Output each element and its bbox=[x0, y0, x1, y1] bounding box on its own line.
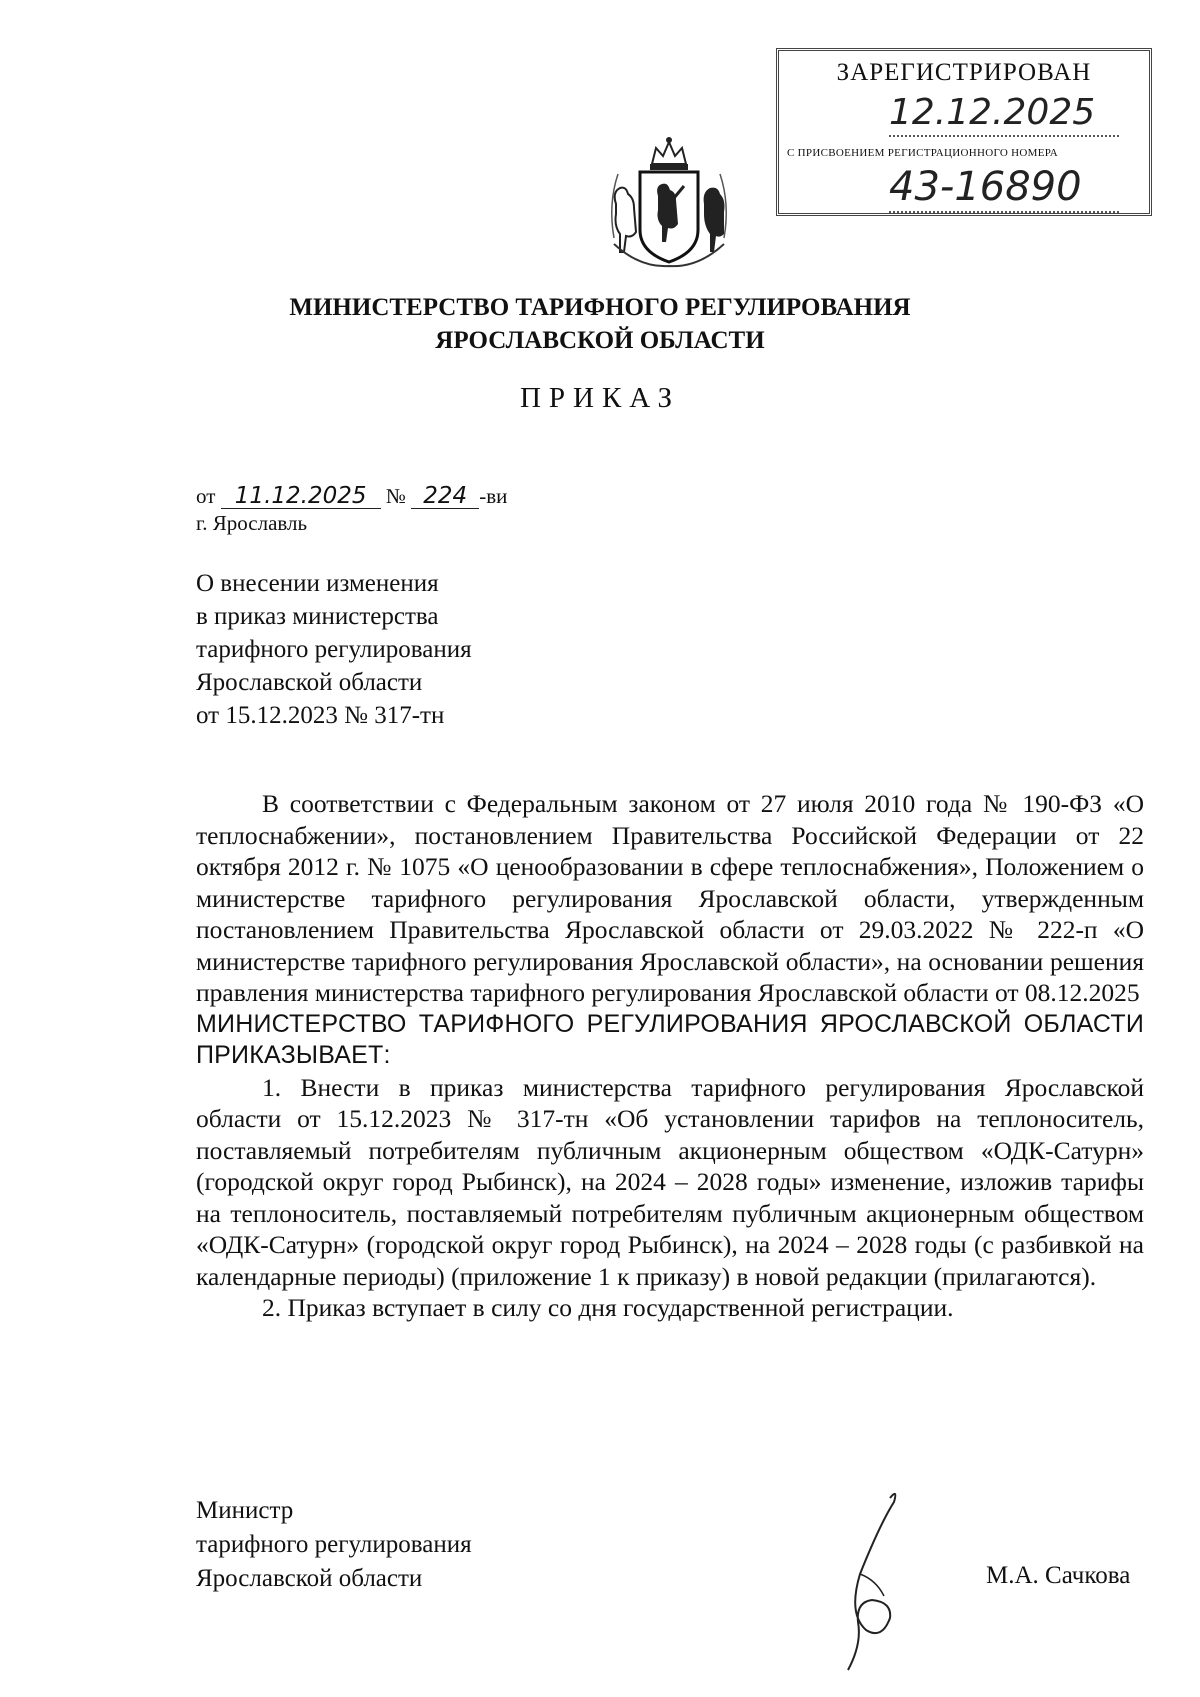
item-2-paragraph: 2. Приказ вступает в силу со дня государственной регистрации. bbox=[262, 1293, 954, 1322]
signer-position bbox=[196, 1494, 472, 1596]
ministry-name-line2: ЯРОСЛАВСКОЙ ОБЛАСТИ bbox=[435, 327, 765, 354]
handwritten-signature bbox=[820, 1484, 930, 1674]
number-label: № bbox=[385, 484, 406, 508]
subject-line: тарифного регулирования bbox=[196, 636, 472, 663]
stamp-date: 12.12.2025 bbox=[889, 91, 1119, 137]
ministry-name-line1: МИНИСТЕРСТВО ТАРИФНОГО РЕГУЛИРОВАНИЯ bbox=[289, 294, 911, 321]
document-subject bbox=[196, 567, 472, 732]
signer-position-line1: Министр bbox=[196, 1497, 294, 1524]
registration-stamp bbox=[776, 48, 1152, 216]
from-label: от bbox=[196, 484, 216, 508]
stamp-registration-number: 43-16890 bbox=[889, 163, 1119, 213]
subject-line: от 15.12.2023 № 317-тн bbox=[196, 702, 445, 729]
order-date-number bbox=[196, 484, 507, 509]
subject-line: в приказ министерства bbox=[196, 603, 439, 630]
preamble-paragraph: В соответствии с Федеральным законом от 27 июля 2010 года № 190-ФЗ «О теплоснабжении», постановлением Правительства Российской Федерации от 22 октября 2012 г. № 1075 «О ценообразовании в сфере теплоснабжения», Положением о министерстве тарифного регулирования Ярославской области, утвержденным постановлением Правительства Ярославской области от 29.03.2022 № 222-п «О министерстве тарифного регулирования Ярославской области», на основании решения правления министерства тарифного регулирования Ярославской области от 08.12.2025 bbox=[196, 789, 1144, 1007]
signer-position-line2: тарифного регулирования bbox=[196, 1531, 472, 1558]
stamp-title: ЗАРЕГИСТРИРОВАН bbox=[836, 59, 1092, 86]
ministry-name bbox=[0, 291, 1200, 357]
subject-line: О внесении изменения bbox=[196, 570, 439, 597]
document-type: ПРИКАЗ bbox=[519, 382, 681, 414]
signer-position-line3: Ярославской области bbox=[196, 1565, 423, 1592]
order-number: 224 bbox=[411, 484, 479, 509]
subject-line: Ярославской области bbox=[196, 669, 423, 696]
signer-name: М.А. Сачкова bbox=[986, 1562, 1131, 1589]
coat-of-arms-icon bbox=[600, 134, 738, 268]
decree-paragraph: МИНИСТЕРСТВО ТАРИФНОГО РЕГУЛИРОВАНИЯ ЯРОСЛАВСКОЙ ОБЛАСТИ ПРИКАЗЫВАЕТ: bbox=[196, 1009, 1144, 1069]
number-suffix: -ви bbox=[479, 484, 508, 508]
document-body bbox=[196, 788, 1144, 1324]
stamp-subtitle: С ПРИСВОЕНИЕМ РЕГИСТРАЦИОННОГО НОМЕРА bbox=[787, 147, 1059, 159]
item-1-paragraph: 1. Внести в приказ министерства тарифного регулирования Ярославской области от 15.12.2023 № 317-тн «Об установлении тарифов на теплоноситель, поставляемый потребителям публичным акционерным обществом «ОДК-Сатурн» (городской округ город Рыбинск), на 2024 – 2028 годы» изменение, изложив тарифы на теплоноситель, поставляемый потребителям публичным акционерным обществом «ОДК-Сатурн» (городской округ город Рыбинск), на 2024 – 2028 годы (с разбивкой на календарные периоды) (приложение 1 к приказу) в новой редакции (прилагаются). bbox=[196, 1072, 1144, 1291]
city: г. Ярославль bbox=[196, 511, 308, 535]
order-date: 11.12.2025 bbox=[221, 484, 381, 509]
